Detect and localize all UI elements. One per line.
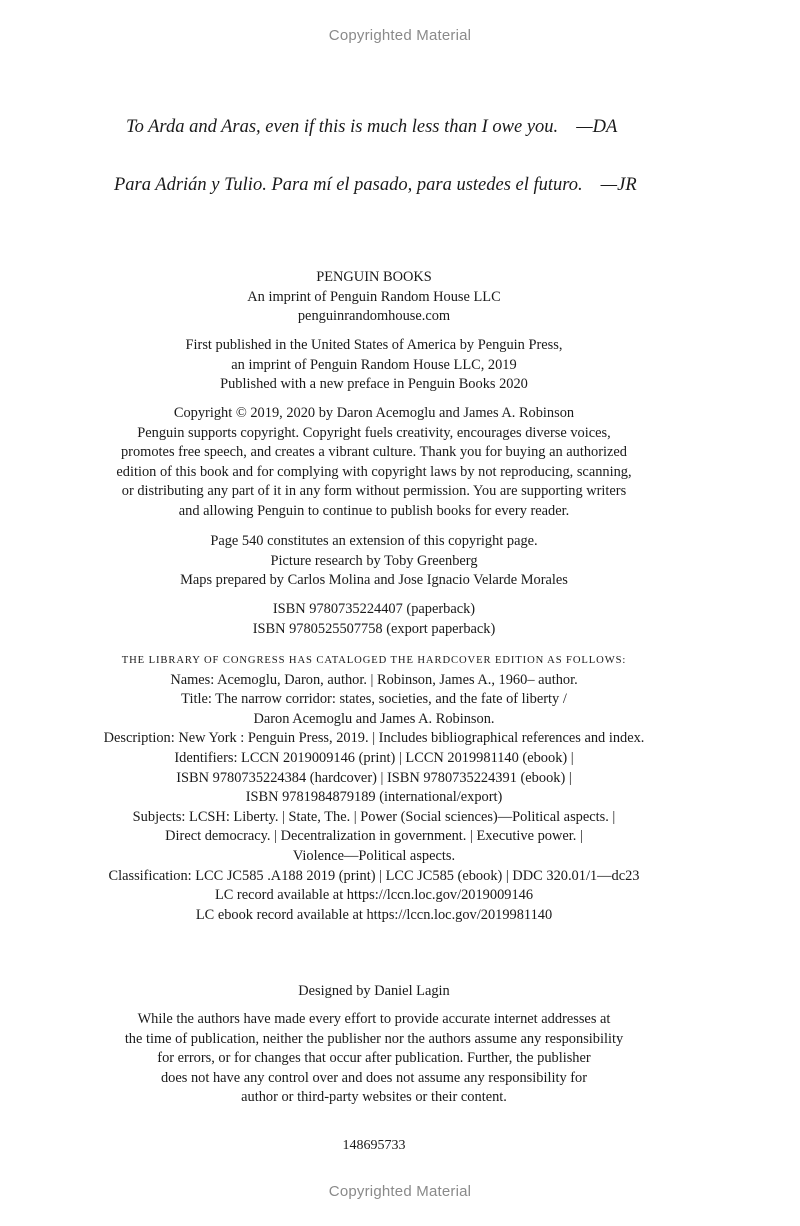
library-of-congress-record — [0, 651, 748, 925]
publisher-imprint: An imprint of Penguin Random House LLC — [247, 288, 501, 305]
disclaimer-line: author or third-party websites or their content. — [241, 1089, 507, 1106]
dedication-signature: —DA — [576, 117, 618, 137]
loc-line: LC record available at https://lccn.loc.gov/2019009146 — [214, 887, 534, 904]
loc-line: Title: The narrow corridor: states, societies, and the fate of liberty / — [181, 691, 567, 708]
credit-line: Page 540 constitutes an extension of this copyright page. — [210, 533, 538, 549]
disclaimer-line: for errors, or for changes that occur after publication. Further, the publisher — [157, 1050, 591, 1067]
copyright-line: and allowing Penguin to continue to publish books for every reader. — [178, 502, 570, 519]
loc-line: Identifiers: LCCN 2019009146 (print) | LCCN 2019981140 (ebook) | — [174, 749, 574, 766]
loc-heading: THE LIBRARY OF CONGRESS HAS CATALOGED THE HARDCOVER EDITION AS FOLLOWS: — [121, 655, 627, 666]
publication-line: an imprint of Penguin Random House LLC, 2019 — [231, 356, 517, 373]
credit-line: Picture research by Toby Greenberg — [270, 552, 478, 569]
copyright-line: Copyright © 2019, 2020 by Daron Acemoglu and James A. Robinson — [173, 405, 575, 421]
copyright-line: Penguin supports copyright. Copyright fuels creativity, encourages diverse voices, — [137, 424, 611, 441]
disclaimer-block — [0, 1010, 748, 1108]
publisher-name: PENGUIN BOOKS — [316, 269, 432, 285]
disclaimer-line: does not have any control over and does not assume any responsibility for — [160, 1069, 588, 1086]
dedication-text: To Arda and Aras, even if this is much less than I owe you. — [126, 117, 559, 137]
publication-line: Published with a new preface in Penguin Books 2020 — [220, 376, 528, 393]
print-code — [0, 1136, 748, 1156]
isbn-line: ISBN 9780735224407 (paperback) — [272, 601, 476, 617]
copyright-line: edition of this book and for complying with copyright laws by not reproducing, scanning, — [116, 463, 632, 480]
disclaimer-line: the time of publication, neither the publisher nor the authors assume any responsibility — [124, 1030, 624, 1047]
designer-line: Designed by Daniel Lagin — [298, 983, 450, 999]
copyright-notice — [0, 404, 748, 522]
loc-line: LC ebook record available at https://lccn.loc.gov/2019981140 — [195, 906, 553, 923]
dedication-text: Para Adrián y Tulio. Para mí el pasado, para ustedes el futuro. — [114, 175, 583, 195]
loc-line: Direct democracy. | Decentralization in government. | Executive power. | — [165, 828, 583, 845]
copyright-line: or distributing any part of it in any form without permission. You are supporting writers — [121, 483, 627, 500]
publication-history — [0, 336, 748, 395]
watermark-top: Copyrighted Material — [328, 27, 472, 44]
watermark-bottom: Copyrighted Material — [328, 1183, 472, 1200]
publisher-website: penguinrandomhouse.com — [297, 308, 451, 325]
copyright-line: promotes free speech, and creates a vibrant culture. Thank you for buying an authorized — [120, 444, 627, 461]
publication-line: First published in the United States of America by Penguin Press, — [185, 337, 563, 353]
credits-block — [0, 532, 748, 591]
dedication-jr — [114, 174, 637, 196]
print-code-number: 148695733 — [342, 1138, 406, 1153]
loc-line: Description: New York : Penguin Press, 2019. | Includes bibliographical references and index. — [103, 730, 645, 747]
publisher-block — [0, 268, 748, 327]
loc-line: ISBN 9781984879189 (international/export) — [245, 789, 503, 806]
isbn-line: ISBN 9780525507758 (export paperback) — [252, 620, 496, 637]
dedication-signature: —JR — [600, 175, 637, 195]
credit-line: Maps prepared by Carlos Molina and Jose Ignacio Velarde Morales — [180, 572, 568, 589]
designer-credit — [0, 982, 748, 1002]
isbn-block — [0, 600, 748, 639]
loc-line: Daron Acemoglu and James A. Robinson. — [253, 710, 495, 727]
disclaimer-line: While the authors have made every effort to provide accurate internet addresses at — [137, 1011, 611, 1027]
loc-line: ISBN 9780735224384 (hardcover) | ISBN 9780735224391 (ebook) | — [176, 769, 572, 786]
dedication-da — [126, 116, 617, 138]
loc-line: Classification: LCC JC585 .A188 2019 (print) | LCC JC585 (ebook) | DDC 320.01/1—dc23 — [108, 867, 640, 884]
loc-line: Names: Acemoglu, Daron, author. | Robinson, James A., 1960– author. — [170, 671, 578, 688]
loc-line: Subjects: LCSH: Liberty. | State, The. | Power (Social sciences)—Political aspects. | — [132, 808, 616, 825]
loc-line: Violence—Political aspects. — [292, 847, 456, 864]
